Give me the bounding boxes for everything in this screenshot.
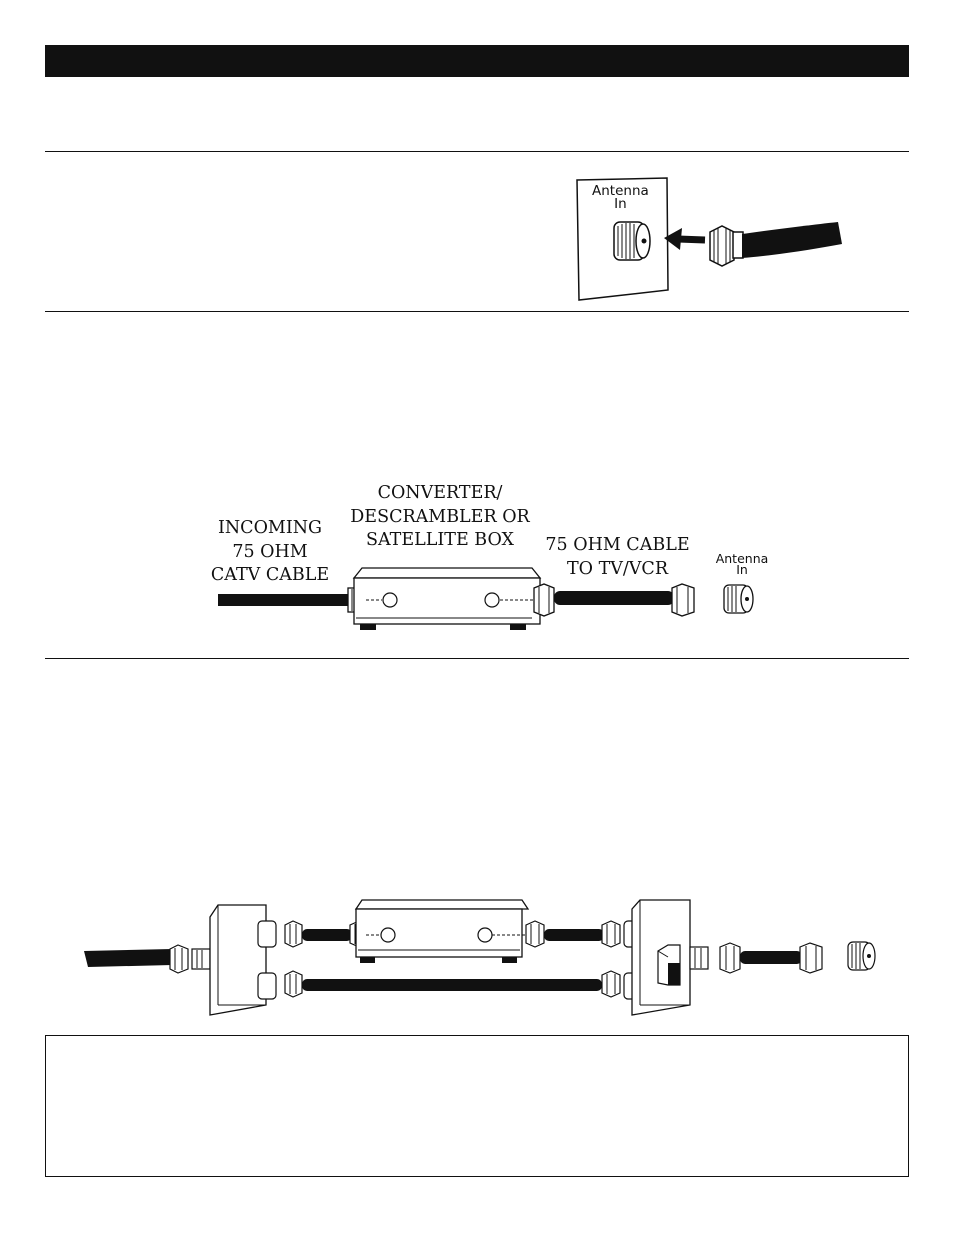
connector-icon bbox=[602, 921, 620, 947]
coax-connector-icon bbox=[710, 226, 743, 266]
converter-connection-diagram bbox=[210, 560, 770, 640]
cable-segment bbox=[544, 929, 604, 941]
converter-box bbox=[356, 900, 530, 963]
signal-splitter bbox=[210, 905, 276, 1015]
incoming-cable bbox=[218, 594, 350, 606]
splitter-switch-diagram bbox=[80, 895, 890, 1020]
output-cable-label: 75 OHM CABLE TO TV/VCR bbox=[545, 535, 690, 579]
divider-1 bbox=[45, 151, 909, 152]
connector-icon bbox=[602, 971, 620, 997]
antenna-jack-icon bbox=[848, 942, 875, 970]
antenna-in-label-1: Antenna In bbox=[592, 183, 649, 212]
antenna-in-label-2: Antenna In bbox=[715, 551, 769, 577]
converter-box bbox=[354, 568, 540, 630]
cable-segment bbox=[740, 951, 802, 964]
incoming-cable bbox=[84, 949, 172, 967]
cable-segment bbox=[302, 929, 352, 941]
converter-box-label: CONVERTER/ DESCRAMBLER OR SATELLITE BOX bbox=[350, 483, 530, 550]
antenna-jack-icon bbox=[724, 585, 753, 613]
antenna-jack-icon bbox=[614, 222, 650, 260]
connector-icon bbox=[720, 943, 740, 973]
divider-3 bbox=[45, 658, 909, 659]
connector-icon bbox=[526, 921, 544, 947]
connector-icon bbox=[285, 921, 302, 947]
connector-icon bbox=[534, 584, 554, 616]
divider-2 bbox=[45, 311, 909, 312]
section-header-bar bbox=[45, 45, 909, 77]
connector-icon bbox=[690, 947, 708, 969]
output-cable bbox=[554, 591, 674, 605]
incoming-cable-label: INCOMING 75 OHM CATV CABLE bbox=[210, 518, 330, 585]
insert-arrow-icon bbox=[664, 228, 705, 250]
connector-icon bbox=[192, 949, 210, 969]
connector-icon bbox=[800, 943, 822, 973]
note-box bbox=[45, 1035, 909, 1177]
coax-cable bbox=[742, 222, 842, 258]
connector-icon bbox=[672, 584, 694, 616]
ab-switch bbox=[624, 900, 690, 1015]
bypass-cable bbox=[302, 979, 602, 991]
connector-icon bbox=[170, 945, 188, 973]
connector-icon bbox=[285, 971, 302, 997]
